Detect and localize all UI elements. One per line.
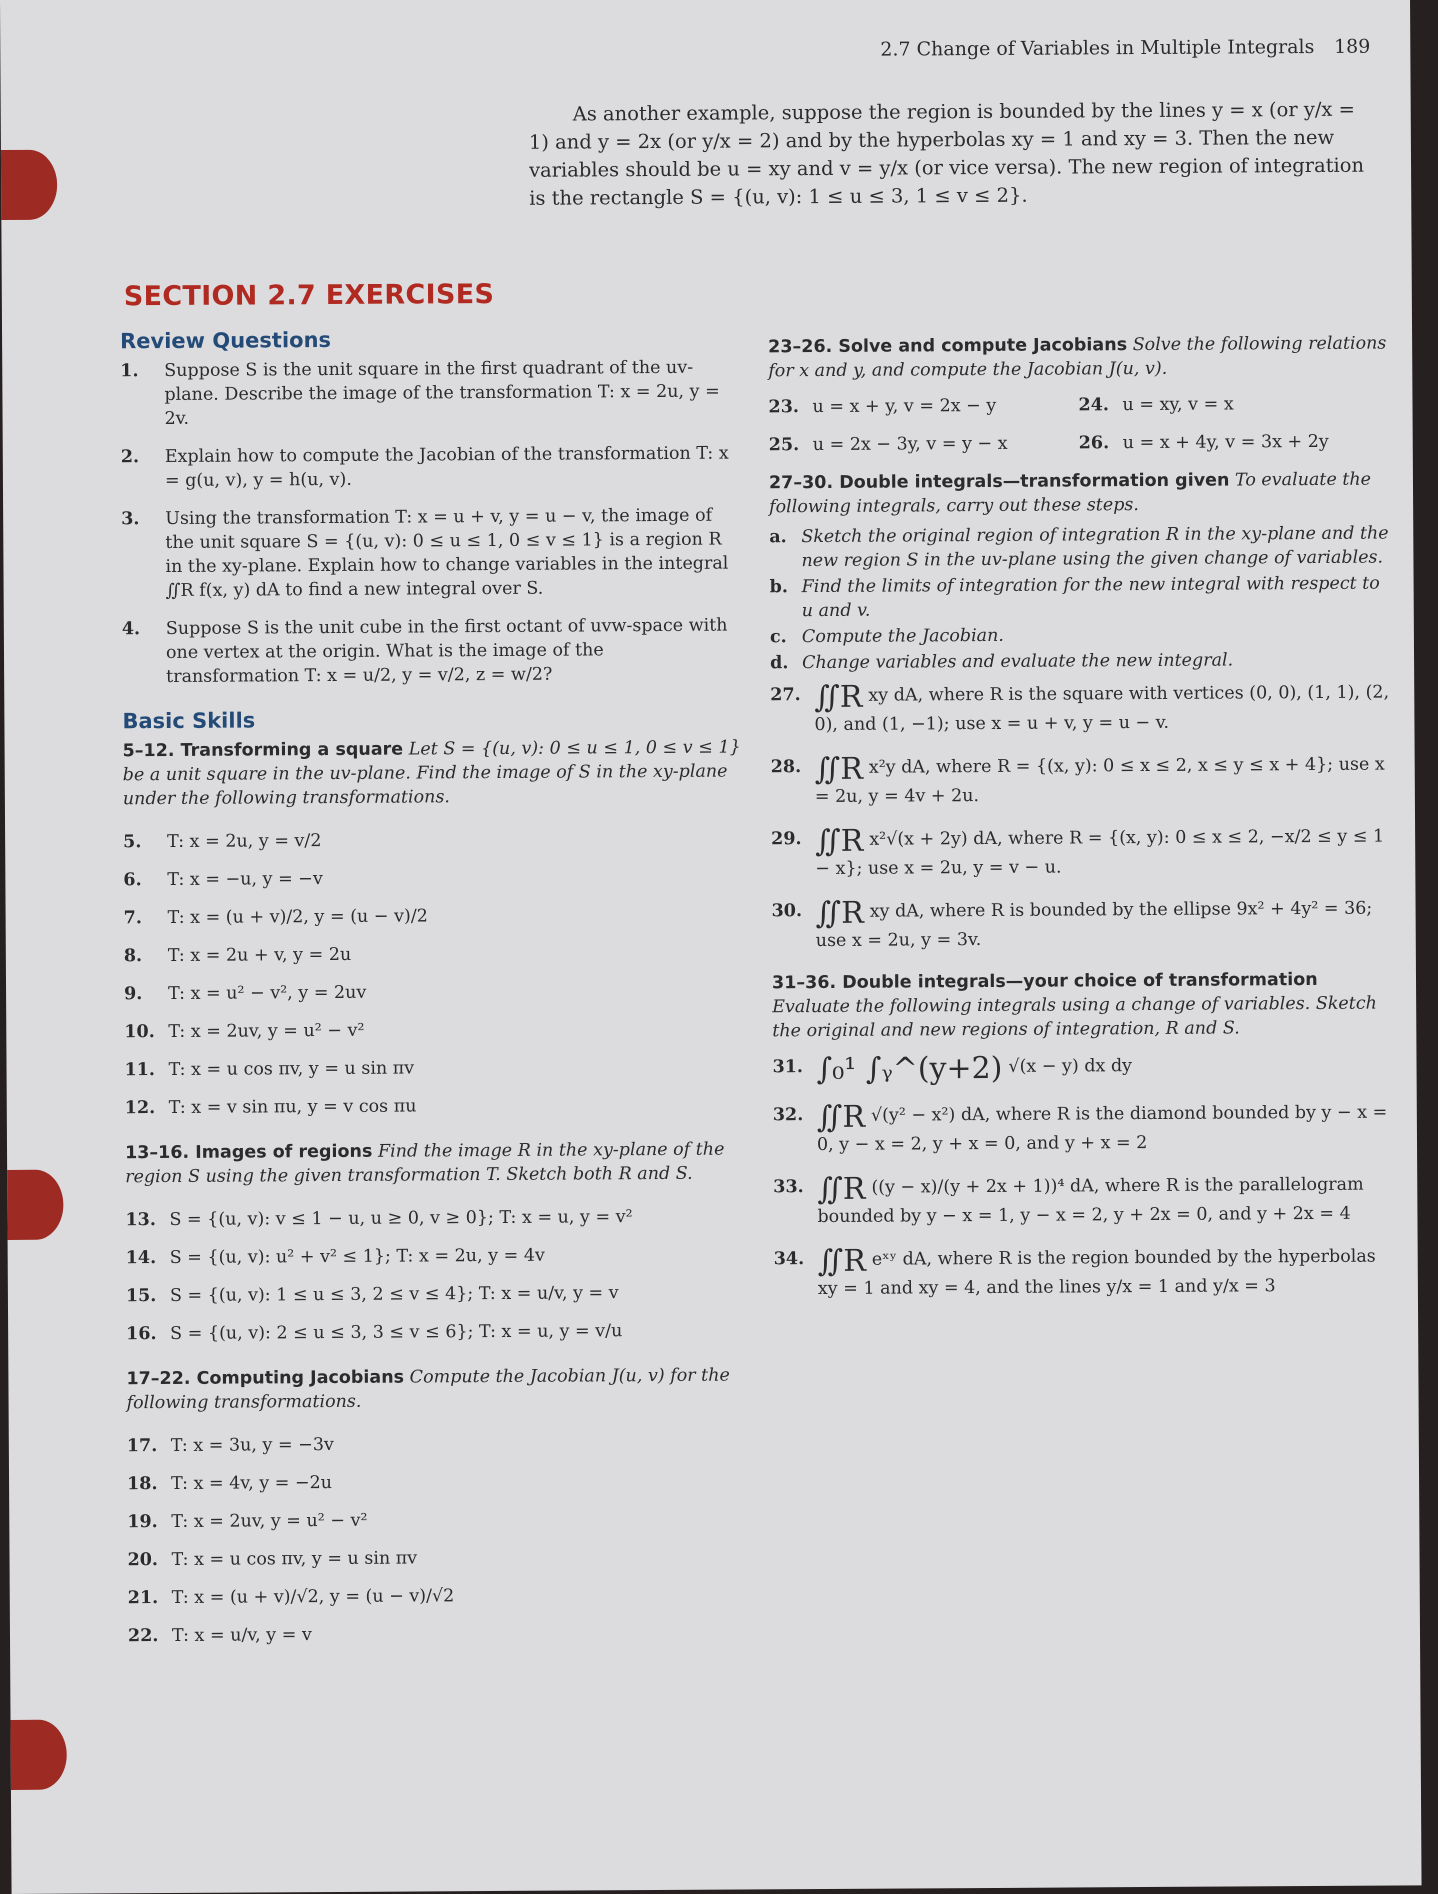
exercise-number: 19. <box>127 1512 158 1533</box>
exercise-number: 22. <box>127 1626 159 1647</box>
exercise-text: √(y² − x²) dA, where R is the diamond bounded by y − x = 0, y − x = 2, y + x = 0, and y + x = 2 <box>816 1102 1388 1156</box>
exercise-number: 5. <box>123 832 142 853</box>
exercise-text: T: x = u² − v², y = 2uv <box>168 982 367 1004</box>
exercise-text: S = {(u, v): 1 ≤ u ≤ 3, 2 ≤ v ≤ 4}; T: x = u/v, y = v <box>169 1283 619 1306</box>
basic-skills-heading: Basic Skills <box>122 708 256 734</box>
exercise-text: T: x = (u + v)/2, y = (u − v)/2 <box>167 906 428 928</box>
exercise-text: xy dA, where R is bounded by the ellipse 9x² + 4y² = 36; use x = 2u, y = 3v. <box>815 898 1373 952</box>
exercise-number: 3. <box>121 509 140 530</box>
review-heading: Review Questions <box>120 327 332 354</box>
exercise-text: T: x = 2uv, y = u² − v² <box>168 1020 365 1042</box>
exercise-number: 30. <box>771 901 803 922</box>
exercise <box>773 1100 1393 1158</box>
exercise-text: T: x = 2u, y = v/2 <box>167 831 322 852</box>
exercise <box>126 1311 746 1353</box>
exercise-number: 17. <box>126 1436 158 1457</box>
step-text: Find the limits of integration for the new integral with respect to u and v. <box>801 573 1380 622</box>
exercise-number: 33. <box>773 1177 804 1198</box>
exercise-number: 29. <box>771 829 802 850</box>
exercise <box>126 1235 746 1277</box>
group-intro <box>125 1137 745 1189</box>
exercise-number: 24. <box>1078 395 1110 416</box>
exercise <box>124 1009 744 1051</box>
right-column <box>768 332 1394 1320</box>
running-head-title: 2.7 Change of Variables in Multiple Integrals <box>880 35 1315 61</box>
exercise <box>774 1244 1394 1302</box>
integral-symbol: ∬R <box>814 751 863 788</box>
exercise-text: T: x = 2u + v, y = 2u <box>167 944 352 966</box>
exercise-text: Suppose S is the unit cube in the first octant of uvw-space with one vertex at the origin. What is the image of the transformation T: x = u/2, y = v/2, z = w/2? <box>165 615 728 687</box>
exercise <box>127 1537 747 1579</box>
integral-symbol: ∬R <box>817 1171 866 1208</box>
exercise-text: T: x = 3u, y = −3v <box>170 1434 334 1456</box>
step-letter: a. <box>769 527 787 548</box>
exercise <box>768 393 1078 419</box>
exercise-text: √(x − y) dx dy <box>1008 1056 1133 1077</box>
exercise-text: T: x = −u, y = −v <box>167 869 323 890</box>
exercise-number: 28. <box>770 757 802 778</box>
exercise <box>771 824 1391 882</box>
exercise-text: S = {(u, v): 2 ≤ u ≤ 3, 3 ≤ v ≤ 6}; T: x = u, y = v/u <box>170 1321 623 1344</box>
exercise <box>125 1197 745 1239</box>
group-description: Solve the following relations for x and y, and compute the Jacobian J(u, v). <box>768 333 1387 382</box>
exercise <box>128 1575 748 1617</box>
integral-symbol: ∬R <box>815 823 864 860</box>
group-description: Find the image R in the xy-plane of the region S using the given transformation T. Sketch both R and S. <box>125 1139 725 1188</box>
exercise-text: T: x = 4v, y = −2u <box>171 1472 333 1494</box>
integral-symbol: ∬R <box>814 679 863 716</box>
exercise-text: u = x + 4y, v = 3x + 2y <box>1122 431 1329 454</box>
left-column <box>120 325 748 1655</box>
exercise-text: u = x + y, v = 2x − y <box>812 395 997 418</box>
step-text: Sketch the original region of integration R in the xy-plane and the new region S in the uv-plane using the given change of variables. <box>801 523 1389 572</box>
exercise-text: u = 2x − 3y, v = y − x <box>812 433 1008 456</box>
step-text: Compute the Jacobian. <box>801 625 1004 648</box>
exercise <box>127 1461 747 1503</box>
step-item <box>769 522 1389 574</box>
exercise <box>122 613 742 689</box>
exercise-text: xy dA, where R is the square with vertices (0, 0), (1, 1), (2, 0), and (1, −1); use x = u + v, y = u − v. <box>814 682 1390 736</box>
exercise-text: Suppose S is the unit square in the first quadrant of the uv-plane. Describe the image of the transformation T: x = 2u, y = 2v. <box>164 357 720 430</box>
integral-symbol: ∬R <box>817 1243 866 1280</box>
exercise-text: T: x = u/v, y = v <box>171 1625 312 1646</box>
exercise-number: 13. <box>125 1210 156 1231</box>
exercise-number: 23. <box>768 397 800 418</box>
group-label: 23–26. Solve and compute Jacobians <box>768 335 1128 358</box>
group-label: 13–16. Images of regions <box>124 1141 373 1164</box>
exercise <box>1078 392 1388 418</box>
exercise-number: 8. <box>123 946 143 967</box>
group-description: Compute the Jacobian J(u, v) for the following transformations. <box>126 1365 730 1414</box>
exercise-text: S = {(u, v): v ≤ 1 − u, u ≥ 0, v ≥ 0}; T: x = u, y = v² <box>169 1207 633 1230</box>
exercise-number: 32. <box>772 1105 804 1126</box>
step-letter: c. <box>769 627 787 648</box>
group-intro <box>772 968 1392 1044</box>
exercise <box>128 1613 748 1655</box>
intro-paragraph: As another example, suppose the region is bounded by the lines y = x (or y/x = 1) and y = 2x (or y/x = 2) and by the hyperbolas xy = 1 and xy = 3. Then the new variables should be u = xy and v = y/x (or vice versa). The new region of integration is the rectangle S = {(u, v): 1 ≤ u ≤ 3, 1 ≤ v ≤ 2}. <box>528 97 1365 210</box>
exercise-number: 1. <box>120 361 139 382</box>
exercise-number: 9. <box>124 984 143 1005</box>
exercises-title: SECTION 2.7 EXERCISES <box>123 278 495 313</box>
exercise-number: 34. <box>773 1249 805 1270</box>
exercise <box>772 1052 1392 1086</box>
exercise-text: Explain how to compute the Jacobian of the transformation T: x = g(u, v), y = h(u, v). <box>164 443 729 492</box>
exercise <box>123 895 743 937</box>
integral-symbol: ∬R <box>815 895 864 932</box>
step-item <box>770 648 1390 676</box>
exercise-number: 6. <box>123 870 142 891</box>
step-letter: d. <box>770 653 789 674</box>
group-intro <box>123 735 743 811</box>
group-intro <box>769 468 1389 520</box>
step-list <box>769 522 1390 676</box>
exercise-text: eˣʸ dA, where R is the region bounded by the hyperbolas xy = 1 and xy = 4, and the lines y/x = 1 and y/x = 3 <box>817 1246 1376 1300</box>
exercise-number: 14. <box>125 1248 157 1269</box>
exercise-text: T: x = 2uv, y = u² − v² <box>171 1510 368 1532</box>
exercise <box>123 819 743 861</box>
group-description: To evaluate the following integrals, carry out these steps. <box>769 469 1372 518</box>
exercise <box>771 752 1391 810</box>
exercise <box>124 933 744 975</box>
exercise <box>120 355 740 431</box>
exercise-text: x²y dA, where R = {(x, y): 0 ≤ x ≤ 2, x ≤ y ≤ x + 4}; use x = 2u, y = 4v + 2u. <box>814 754 1385 808</box>
exercise-number: 15. <box>125 1286 157 1307</box>
group-intro <box>126 1363 746 1415</box>
exercise <box>124 1047 744 1089</box>
exercise <box>121 503 742 603</box>
exercise <box>125 1085 745 1127</box>
integral-symbol: ∫₀¹ ∫ᵧ^(y+2) <box>816 1050 1003 1088</box>
exercise <box>770 680 1390 738</box>
exercise-number: 27. <box>770 685 801 706</box>
exercise-text: T: x = v sin πu, y = v cos πu <box>168 1096 417 1118</box>
exercise-number: 26. <box>1078 433 1110 454</box>
exercise-number: 11. <box>124 1060 156 1081</box>
group-label: 5–12. Transforming a square <box>122 739 404 762</box>
group-intro <box>768 332 1388 384</box>
step-item <box>770 572 1390 624</box>
exercise-number: 16. <box>126 1324 157 1345</box>
group-label: 31–36. Double integrals—your choice of transformation <box>771 969 1318 994</box>
exercise <box>1079 430 1389 456</box>
page-number: 189 <box>1333 35 1371 58</box>
exercise-pair <box>769 430 1389 458</box>
step-text: Change variables and evaluate the new integral. <box>802 650 1234 674</box>
exercise <box>126 1273 746 1315</box>
exercise-text: T: x = u cos πv, y = u sin πv <box>168 1058 415 1080</box>
exercise <box>773 1172 1393 1230</box>
exercise-number: 21. <box>127 1588 159 1609</box>
exercise <box>127 1423 747 1465</box>
running-head <box>880 36 1370 61</box>
exercise-text: T: x = u cos πv, y = u sin πv <box>171 1548 418 1570</box>
exercise-text: x²√(x + 2y) dA, where R = {(x, y): 0 ≤ x ≤ 2, −x/2 ≤ y ≤ 1 − x}; use x = 2u, y = v − u. <box>815 826 1385 880</box>
exercise-text: u = xy, v = x <box>1122 394 1234 416</box>
step-letter: b. <box>769 577 789 598</box>
exercise <box>127 1499 747 1541</box>
exercise-number: 10. <box>124 1022 155 1043</box>
exercise-number: 7. <box>123 908 142 929</box>
exercise-number: 12. <box>124 1098 156 1119</box>
group-label: 27–30. Double integrals—transformation given <box>768 470 1230 494</box>
integral-symbol: ∬R <box>816 1099 866 1136</box>
exercise <box>769 431 1079 457</box>
exercise <box>121 441 741 493</box>
group-label: 17–22. Computing Jacobians <box>126 1367 405 1390</box>
group-description: Let S = {(u, v): 0 ≤ u ≤ 1, 0 ≤ v ≤ 1} be a unit square in the uv-plane. Find the image of S in the xy-plane under the following transformations. <box>122 737 741 810</box>
exercise-number: 4. <box>121 619 141 640</box>
exercise-number: 18. <box>127 1474 158 1495</box>
group-description: Evaluate the following integrals using a change of variables. Sketch the original and new regions of integration, R and S. <box>772 993 1377 1042</box>
exercise-text: T: x = (u + v)/√2, y = (u − v)/√2 <box>171 1586 455 1608</box>
step-item <box>770 622 1390 650</box>
exercise-text: S = {(u, v): u² + v² ≤ 1}; T: x = 2u, y = 4v <box>169 1245 545 1268</box>
exercise <box>772 896 1392 954</box>
exercise <box>123 857 743 899</box>
exercise-number: 25. <box>768 435 800 456</box>
exercise-number: 31. <box>772 1057 804 1078</box>
exercise-text: Using the transformation T: x = u + v, y = u − v, the image of the unit square S = {(u, v): 0 ≤ u ≤ 1, 0 ≤ v ≤ 1} is a region R in the xy-plane. Explain how to change variables in the integral ∬R f(x, y) dA to find a new integral over S. <box>165 505 729 601</box>
exercise-number: 20. <box>127 1550 159 1571</box>
exercise-pair <box>768 392 1388 420</box>
exercise-text: ((y − x)/(y + 2x + 1))⁴ dA, where R is the parallelogram bounded by y − x = 1, y − x = 2, y + 2x = 0, and y + 2x = 4 <box>817 1174 1364 1228</box>
exercise-number: 2. <box>120 447 140 468</box>
exercise <box>124 971 744 1013</box>
